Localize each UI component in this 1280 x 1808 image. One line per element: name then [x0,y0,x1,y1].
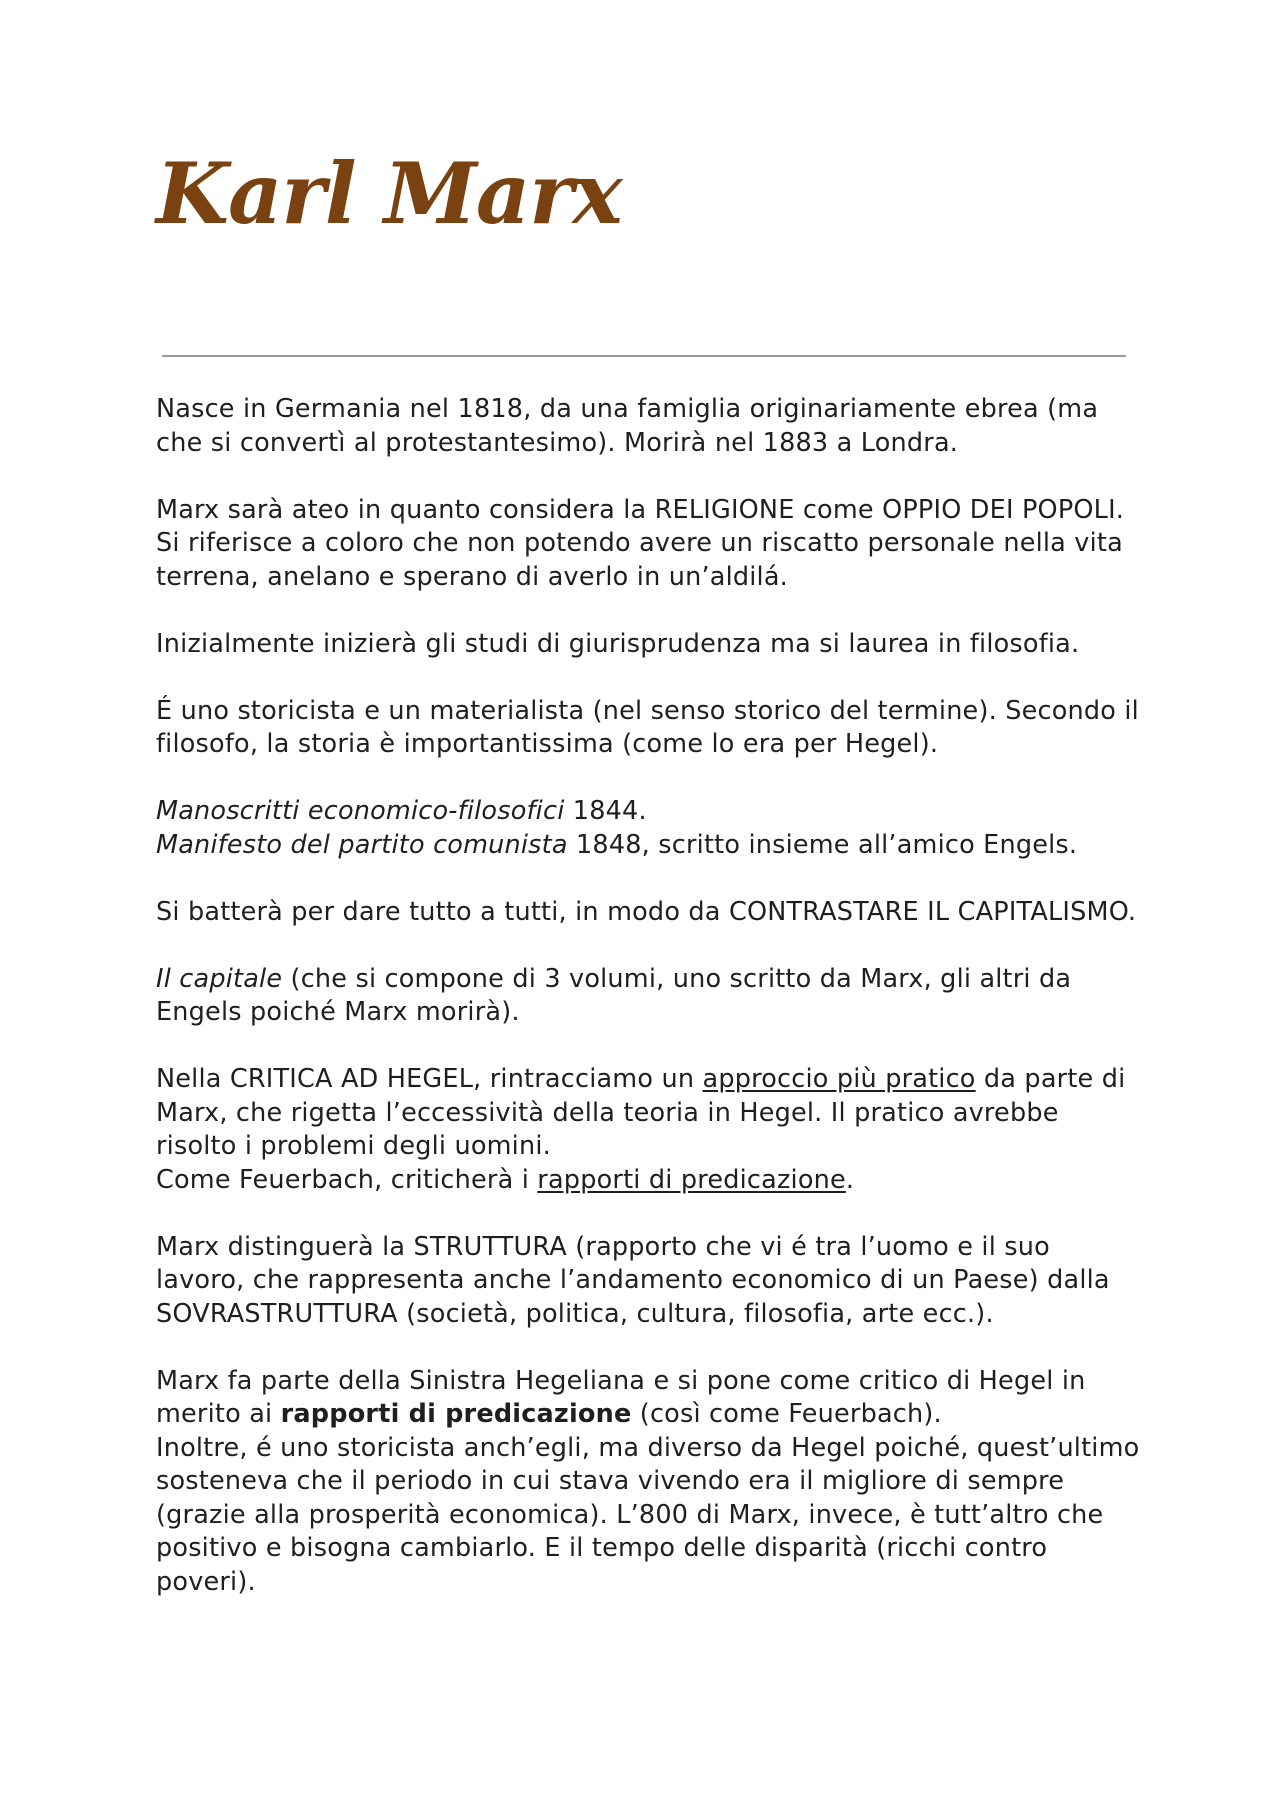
work-title-manoscritti: Manoscritti economico-filosofici [156,796,565,826]
paragraph-historicism: É uno storicista e un materialista (nel senso storico del termine). Secondo il filosofo, la storia è importantissima (come lo era per Hegel). [156,695,1139,759]
paragraph-structure: Marx distinguerà la STRUTTURA (rapporto che vi é tra l’uomo e il suo lavoro, che rappresenta anche l’andamento economico di un Paese) dalla SOVRASTRUTTURA (società, politica, cultura, filosofia, arte ecc.). [156,1231,1110,1329]
left-hegelian-text-c: Inoltre, é uno storicista anch’egli, ma diverso da Hegel poiché, quest’ultimo sosteneva che il periodo in cui stava vivendo era il migliore di sempre (grazie alla prosperità economica). L’800 di Marx, invece, è tutt’altro che positivo e bisogna cambiarlo. E il tempo delle disparità (ricchi contro poveri). [156,1432,1140,1597]
paragraph-studies: Inizialmente inizierà gli studi di giurisprudenza ma si laurea in filosofia. [156,628,1080,659]
document-body [156,393,1146,1599]
paragraph-capitalism: Si batterà per dare tutto a tutti, in modo da CONTRASTARE IL CAPITALISMO. [156,896,1137,927]
page-title: Karl Marx [156,144,622,243]
left-hegelian-text-a: Marx fa parte della Sinistra Hegeliana e si pone come critico di Hegel in merito ai [156,1365,1086,1429]
paragraph-capitale [156,963,1146,1030]
critique-text-b: da parte di Marx, che rigetta l’eccessività della teoria in Hegel. Il pratico avrebbe risolto i problemi degli uomini. [156,1064,1126,1161]
work-detail-1848: 1848, scritto insieme all’amico Engels. [567,829,1078,860]
underlined-rapporti: rapporti di predicazione [537,1164,846,1195]
critique-text-d: . [845,1164,855,1195]
paragraph-birth: Nasce in Germania nel 1818, da una famiglia originariamente ebrea (ma che si convertì al protestantesimo). Morirà nel 1883 a Londra. [156,394,1099,458]
paragraph-left-hegelian [156,1365,1146,1600]
paragraph-works [156,795,1146,862]
divider-line [162,355,1126,357]
work-year-1844: 1844. [564,796,647,826]
paragraph-religion: Marx sarà ateo in quanto considera la RELIGIONE come OPPIO DEI POPOLI. Si riferisce a coloro che non potendo avere un riscatto personale nella vita terrena, anelano e sperano di averlo in un’aldilá. [156,494,1125,592]
capitale-detail: (che si compone di 3 volumi, uno scritto da Marx, gli altri da Engels poiché Marx morirà). [156,963,1072,1027]
paragraph-hegel-critique [156,1063,1146,1197]
work-title-capitale: Il capitale [156,963,283,994]
critique-text-c: Come Feuerbach, criticherà i [156,1164,538,1195]
critique-text-a: Nella CRITICA AD HEGEL, rintracciamo un [156,1064,703,1094]
work-title-manifesto: Manifesto del partito comunista [156,829,568,860]
bold-rapporti: rapporti di predicazione [280,1399,632,1429]
left-hegelian-text-b: (così come Feuerbach). [631,1399,942,1429]
underlined-approccio: approccio più pratico [702,1064,976,1094]
